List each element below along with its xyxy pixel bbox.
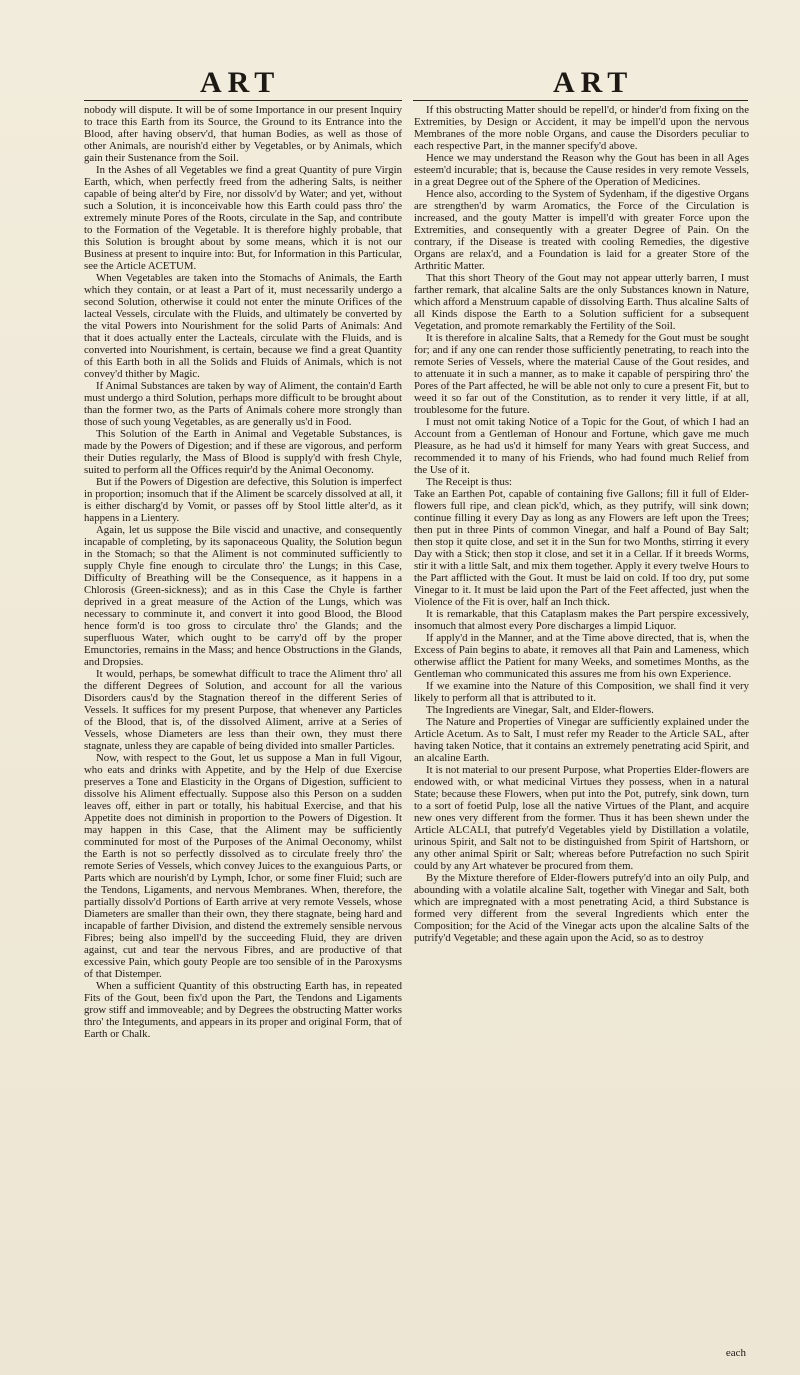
receipt-title: The Receipt is thus: [426, 476, 513, 488]
running-header-left: ART [200, 66, 281, 99]
header-rule-right [413, 100, 748, 101]
paragraph: Hence we may understand the Reason why the Gout has been in all Ages esteem'd incurable; that is, because the Cause resides in very remote Vessels, in a great Degree out of the Sphere of the Operation of Medicines. [414, 152, 749, 188]
paragraph: That this short Theory of the Gout may not appear utterly barren, I must farther remark, that alcaline Salts are the only Substances known in Nature, which afford a Menstruum capable of dissolving Earth. Thus alcaline Salts of all Kinds dispose the Earth to a Solution sufficient for a subsequent Vegetation, and promote remarkably the Fertility of the Soil. [414, 272, 749, 332]
paragraph: It is therefore in alcaline Salts, that a Remedy for the Gout must be sought for; and if any one can render those sufficiently penetrating, to reach into the remote Series of Vessels, where the material Cause of the Gout resides, and to attenuate it in such a manner, as to make it capable of perspiring thro' the Pores of the Part affected, he will be able not only to cure a present Fit, but to weed it so far out of the Constitution, as to render it very little, if at all, troublesome for the future. [414, 332, 749, 416]
paragraph: Now, with respect to the Gout, let us suppose a Man in full Vigour, who eats and drinks with Appetite, and by the Help of due Exercise preserves a Tone and Elasticity in the Organs of Digestion, sufficient to dissolve his Aliment effectually. Suppose also this Person on a sudden leaves off, either in part or totally, his habitual Exercise, and that his Appetite does not diminish in proportion to the Powers of Digestion. It may happen in this Case, that the Aliment may be sufficiently comminuted for most of the Purposes of the Animal Oeconomy, whilst the Earth is not so perfectly dissolved as to circulate freely thro' the remote Series of Vessels, which convey Juices to the exanguious Parts, or Parts which are nourish'd by Lymph, Ichor, or some finer Fluid; such are the Tendons, Ligaments, and nervous Membranes. When, therefore, the partially dissolv'd Portions of Earth arrive at very remote Vessels, whose Diameters are smaller than their own, they there stagnate, being hard and incapable of farther Division, and distend the extremely sensible nervous Fibres; being also impell'd by the succeeding Fluid, they are driven against, cut and tear the nervous Fibres, and are productive of that excessive Pain, which gouty People are too sensible of in the Paroxysms of that Distemper. [84, 752, 402, 980]
text-column-left [84, 104, 402, 1040]
header-rule-left [84, 100, 402, 101]
running-header-right: ART [553, 66, 634, 99]
paragraph: If we examine into the Nature of this Composition, we shall find it very likely to perform all that is attributed to it. [414, 680, 749, 704]
catchword: each [725, 1347, 746, 1359]
paragraph: If this obstructing Matter should be repell'd, or hinder'd from fixing on the Extremities, by Design or Accident, it may be impell'd upon the nervous Membranes of the more noble Organs, and cause the Disorders peculiar to each respective Part, in the manner specify'd above. [414, 104, 749, 152]
paragraph: In the Ashes of all Vegetables we find a great Quantity of pure Virgin Earth, which, when perfectly freed from the adhering Salts, is neither capable of being alter'd by Fire, nor dissolv'd by Water; and yet, without such a Solution, it is inconceivable how this Earth could pass thro' the extremely minute Pores of the Roots, circulate in the Sap, and contribute to the Formation of the Vegetable. It is therefore highly probable, that this Solution is brought about by some means, which it is not our Business at present to inquire into: But, for Information in this Particular, see the Article ACETUM. [84, 164, 402, 272]
paragraph: But if the Powers of Digestion are defective, this Solution is imperfect in proportion; insomuch that if the Aliment be scarcely dissolved at all, it is either discharg'd by Vomit, or passes off by Stool little alter'd, as it happens in a Lientery. [84, 476, 402, 524]
paragraph: I must not omit taking Notice of a Topic for the Gout, of which I had an Account from a Gentleman of Honour and Fortune, which gave me much Pleasure, as he had us'd it himself for many Years with great Success, and recommended it to many of his Friends, who had found much Relief from the Use of it. [414, 416, 749, 476]
paragraph: It is remarkable, that this Cataplasm makes the Part perspire excessively, insomuch that almost every Pore discharges a limpid Liquor. [414, 608, 749, 632]
paragraph: This Solution of the Earth in Animal and Vegetable Substances, is made by the Powers of Digestion; and if these are vigorous, and perform their Duties regularly, the Mass of Blood is supply'd with fresh Chyle, suited to perform all the Offices requir'd by the Animal Oeconomy. [84, 428, 402, 476]
paragraph: nobody will dispute. It will be of some Importance in our present Inquiry to trace this Earth from its Source, the Ground to its Entrance into the Blood, after having observ'd, that human Bodies, as well as those of other Animals, are nourish'd either by Vegetables, or by Animals, which gain their Sustenance from the Soil. [84, 104, 402, 164]
paragraph: When a sufficient Quantity of this obstructing Earth has, in repeated Fits of the Gout, been fix'd upon the Part, the Tendons and Ligaments grow stiff and immoveable; and by Degrees the obstructing Matter works thro' the Integuments, and appears in its proper and original Form, that of Earth or Chalk. [84, 980, 402, 1040]
paragraph: Hence also, according to the System of Sydenham, if the digestive Organs are strengthen'd by warm Aromatics, the Force of the Circulation is increased, and the gouty Matter is impell'd with greater Force upon the Extremities, and consequently with a greater Degree of Pain. On the contrary, if the Disease is treated with cooling Remedies, the digestive Organs are relax'd, and a Foundation is laid for a greater Store of the Arthritic Matter. [414, 188, 749, 272]
paragraph: It is not material to our present Purpose, what Properties Elder-flowers are endowed with, or what medicinal Virtues they possess, when in a natural State; because these Flowers, when put into the Pot, putrefy, sink down, turn to a sort of foetid Pulp, lose all the native Virtues of the Plant, and acquire new ones very different from the former. Thus it has been shewn under the Article ALCALI, that putrefy'd Vegetables yield by Distillation a volatile, urinous Spirit, and Salt not to be distinguished from Spirit of Hartshorn, or any other animal Spirit or Salt; whereas before Putrefaction no such Spirit could by any Art whatever be procured from them. [414, 764, 749, 872]
paragraph: If Animal Substances are taken by way of Aliment, the contain'd Earth must undergo a third Solution, perhaps more difficult to be brought about than the former two, as the Parts of Animals cohere more strongly than those of such young Vegetables, as are generally us'd in Food. [84, 380, 402, 428]
paragraph: Again, let us suppose the Bile viscid and unactive, and consequently incapable of completing, by its saponaceous Quality, the Solution begun in the Stomach; so that the Aliment is not comminuted sufficiently to supply Chyle fine enough to circulate thro' the Lungs; in this Case, Difficulty of Breathing will be the Consequence, as it happens in a Chlorosis (Green-sickness); and as in this Case the Chyle is farther deprived in a great measure of the Action of the Lungs, which was necessary to comminute it, and convert it into good Blood, the Blood hence form'd is too gross to circulate thro' the Glands; and the superfluous Water, which ought to be carry'd off by the proper Emunctories, remains in the Mass; and hence Obstructions in the Glands, and Dropsies. [84, 524, 402, 668]
paragraph: By the Mixture therefore of Elder-flowers putrefy'd into an oily Pulp, and abounding with a volatile alcaline Salt, together with Vinegar and Salt, both which are impregnated with a most penetrating Acid, a third Substance is formed very different from the several Ingredients which enter the Composition; for the Acid of the Vinegar acts upon the alcaline Salts of the putrify'd Vegetable; and these again upon the Acid, so as to destroy [414, 872, 749, 944]
paragraph: If apply'd in the Manner, and at the Time above directed, that is, when the Excess of Pain begins to abate, it removes all that Pain and Lameness, which otherwise afflict the Patient for many Weeks, and sometimes Months, as the Gentleman who communicated this assures me from his own Experience. [414, 632, 749, 680]
text-column-right [414, 104, 749, 944]
paragraph: It would, perhaps, be somewhat difficult to trace the Aliment thro' all the different Degrees of Solution, and account for all the various Disorders caus'd by the Stagnation thereof in the different Series of Vessels. It suffices for my present Purpose, that whenever any Particles of the Blood, that is, of the dissolved Aliment, arrive at a Series of Vessels, whose Diameters are less than their own, they must there stagnate, unless they are capable of being divided into smaller Particles. [84, 668, 402, 752]
paragraph: The Ingredients are Vinegar, Salt, and Elder-flowers. [426, 704, 654, 716]
paragraph: When Vegetables are taken into the Stomachs of Animals, the Earth which they contain, or at least a Part of it, must necessarily undergo a second Solution, otherwise it could not enter the minute Orifices of the lacteal Vessels, circulate with the Fluids, and ultimately be converted by the vital Powers into Nourishment for the solid Parts of Animals: And that it does actually enter the Lacteals, circulate with the Fluids, and is converted into Nourishment, is certain, because we find a great Quantity of this Earth both in all the Solids and Fluids of Animals, which is not convey'd thither by Magic. [84, 272, 402, 380]
paragraph: The Nature and Properties of Vinegar are sufficiently explained under the Article Acetum. As to Salt, I must refer my Reader to the Article SAL, after having taken Notice, that it contains an extremely penetrating acid Spirit, and an alcaline Earth. [414, 716, 749, 764]
receipt-paragraph: Take an Earthen Pot, capable of containing five Gallons; fill it full of Elder-flowers full ripe, and clean pick'd, which, as they putrify, will sink down; continue filling it every Day as long as any Flowers are left upon the Trees; then put in three Pints of common Vinegar, and half a Pound of Bay Salt; then stop it quite close, and set it in the Sun for two Months, stirring it every Day with a Stick; then stop it close, and set it in a Cellar. If it breeds Worms, stir it with a little Salt, and mix them together. Apply it every twelve Hours to the Part afflicted with the Gout. It must be laid on cold. If too dry, put some Vinegar to it. It must be laid upon the Part of the Feet affected, just when the Violence of the Fit is over, half an Inch thick. [414, 488, 749, 608]
